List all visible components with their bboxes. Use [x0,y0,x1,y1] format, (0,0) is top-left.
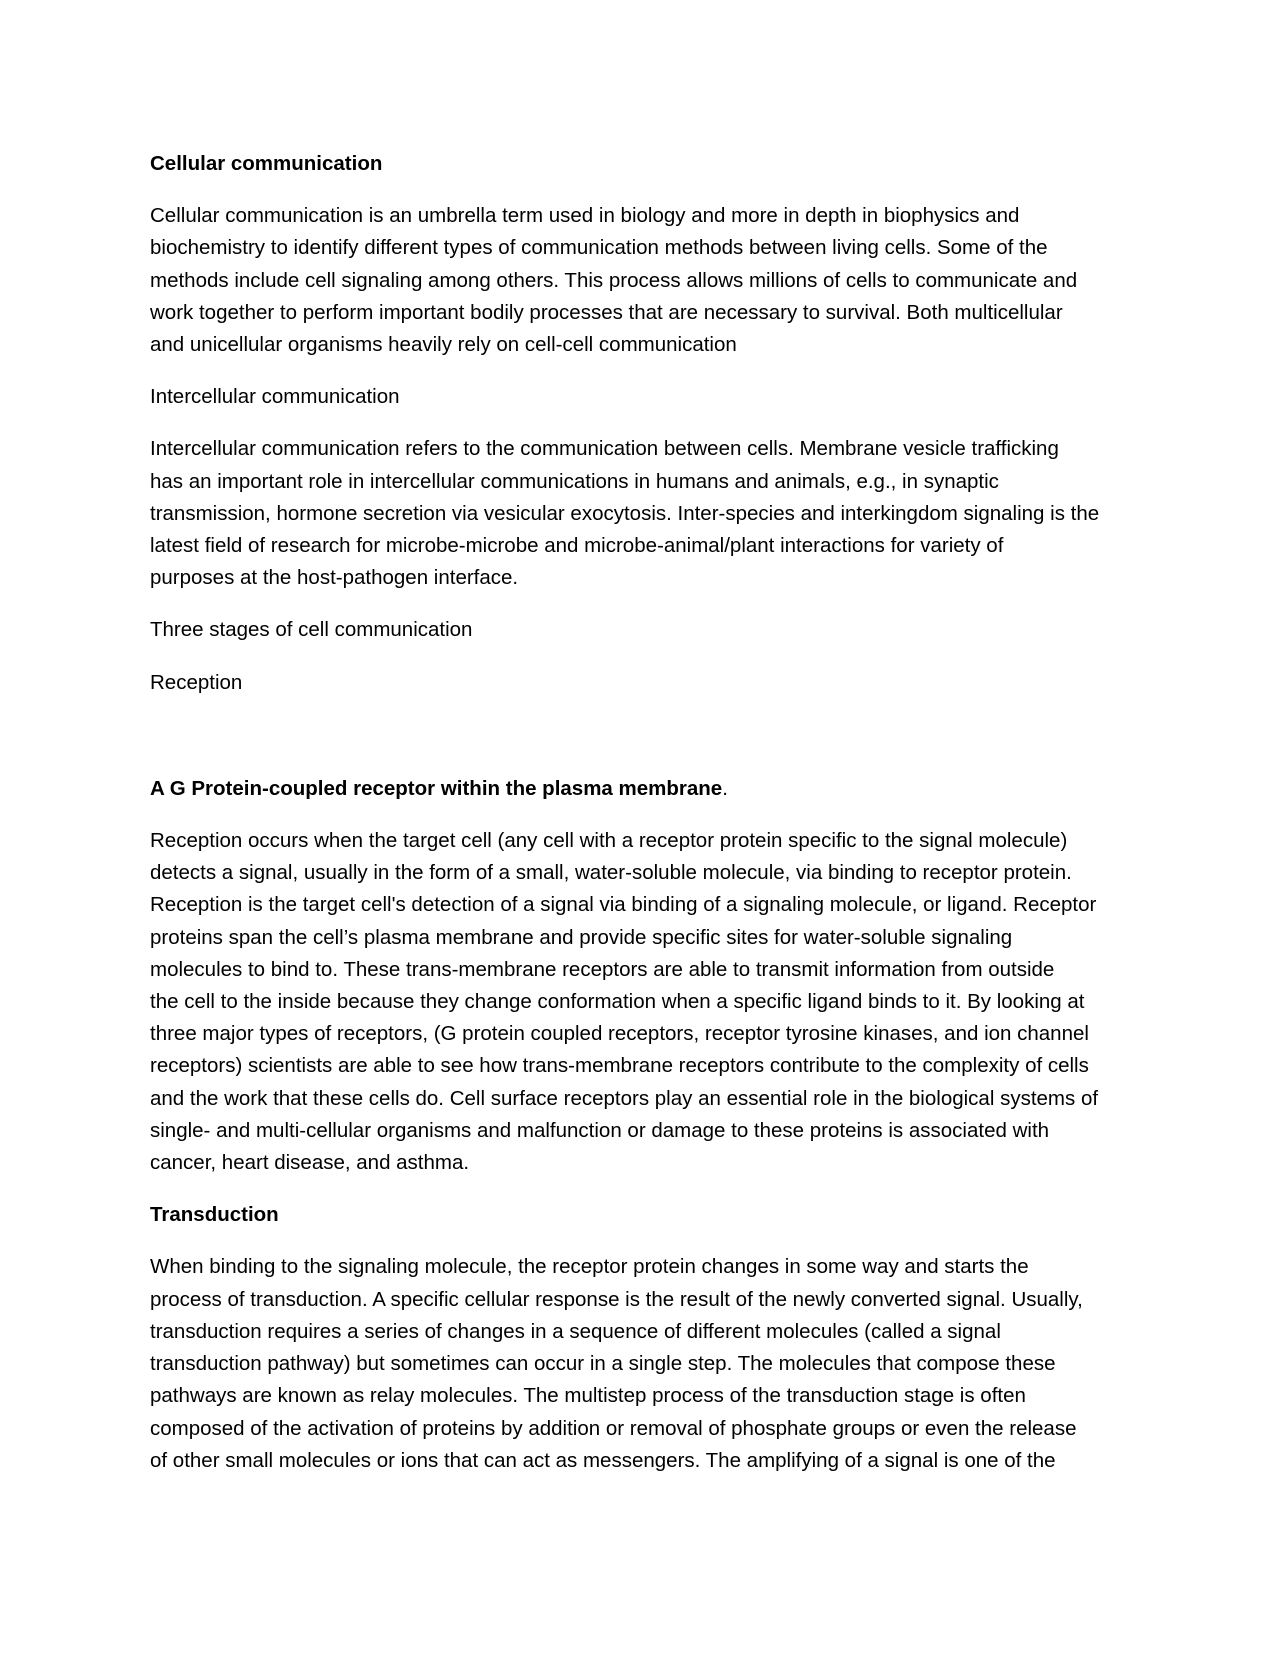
text-line: single- and multi-cellular organisms and malfunction or damage to these proteins is associated with [150,1118,1050,1142]
text-line: composed of the activation of proteins by addition or removal of phosphate groups or even the release [150,1416,1077,1440]
text-line: process of transduction. A specific cellular response is the result of the newly converted signal. Usually, [150,1287,1083,1311]
reception-heading: Reception [150,670,243,694]
reception-paragraph [150,825,1130,1179]
text-line: biochemistry to identify different types of communication methods between living cells. Some of the [150,236,1048,260]
text-line: methods include cell signaling among others. This process allows millions of cells to communicate and [150,268,1078,292]
text-line: proteins span the cell’s plasma membrane and provide specific sites for water-soluble signaling [150,925,1013,949]
text-line: receptors) scientists are able to see how trans-membrane receptors contribute to the complexity of cells [150,1054,1089,1078]
text-line: When binding to the signaling molecule, the receptor protein changes in some way and starts the [150,1255,1029,1279]
text-line: purposes at the host-pathogen interface. [150,566,519,590]
figure-caption [150,773,1130,805]
text-line: Reception is the target cell's detection of a signal via binding of a signaling molecule, or ligand. Receptor [150,893,1097,917]
document-title: Cellular communication [150,152,383,175]
text-line: Cellular communication is an umbrella term used in biology and more in depth in biophysics and [150,204,1020,228]
intercellular-paragraph [150,433,1130,594]
text-line: has an important role in intercellular communications in humans and animals, e.g., in synaptic [150,469,999,493]
transduction-heading: Transduction [150,1203,279,1227]
text-line: transduction pathway) but sometimes can occur in a single step. The molecules that compose these [150,1352,1056,1376]
text-line: cancer, heart disease, and asthma. [150,1151,470,1175]
text-line: and unicellular organisms heavily rely on cell-cell communication [150,333,737,357]
stages-heading: Three stages of cell communication [150,618,473,642]
text-line: detects a signal, usually in the form of a small, water-soluble molecule, via binding to receptor protein. [150,861,1072,885]
intercellular-heading: Intercellular communication [150,385,400,409]
text-line: three major types of receptors, (G protein coupled receptors, receptor tyrosine kinases, and ion channel [150,1022,1089,1046]
text-line: of other small molecules or ions that can act as messengers. The amplifying of a signal is one of the [150,1448,1056,1472]
text-line: work together to perform important bodily processes that are necessary to survival. Both multicellular [150,300,1063,324]
text-line: and the work that these cells do. Cell surface receptors play an essential role in the biological systems of [150,1086,1099,1110]
figure-caption-bold: A G Protein-coupled receptor within the plasma membrane [150,776,723,800]
document-body [150,148,1130,1477]
text-line: molecules to bind to. These trans-membrane receptors are able to transmit information from outside [150,957,1055,981]
text-line: Reception occurs when the target cell (any cell with a receptor protein specific to the signal molecule) [150,829,1068,853]
text-line: transmission, hormone secretion via vesicular exocytosis. Inter-species and interkingdom signaling is the [150,501,1100,525]
figure-caption-tail: . [722,776,728,800]
text-line: latest field of research for microbe-microbe and microbe-animal/plant interactions for variety of [150,534,1004,558]
transduction-paragraph [150,1251,1130,1476]
text-line: pathways are known as relay molecules. The multistep process of the transduction stage is often [150,1384,1026,1408]
intro-paragraph [150,200,1130,361]
text-line: the cell to the inside because they change conformation when a specific ligand binds to it. By looking at [150,990,1085,1014]
text-line: transduction requires a series of changes in a sequence of different molecules (called a signal [150,1319,1001,1343]
text-line: Intercellular communication refers to the communication between cells. Membrane vesicle trafficking [150,437,1059,461]
